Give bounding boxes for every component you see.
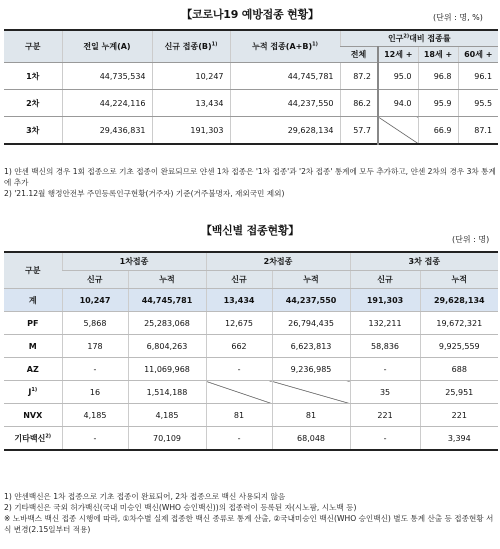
table2-note-2: 2) 기타백신은 국외 허가백신(국내 미승인 백신(WHO 승인백신))의 접종력이 등록된 자(시노팜, 시노백 등): [4, 503, 357, 512]
table1-unit: (단위 : 명, %): [433, 13, 483, 22]
cell-dose2-cumulative: 68,048: [272, 427, 350, 451]
cell-dose2-new: 81: [206, 404, 272, 427]
header-category: 구분: [4, 252, 62, 289]
cell-dose2-new: -: [206, 427, 272, 451]
cell-dose2-new: -: [206, 358, 272, 381]
table-row: [4, 90, 498, 117]
header-dose3: 3차 접종: [350, 252, 498, 271]
header-dose1-new: 신규: [62, 271, 128, 289]
cell-dose3-new: 58,836: [350, 335, 420, 358]
cell-dose2-cumulative-empty: [272, 381, 350, 404]
cell-rate-60: 95.5: [458, 90, 498, 117]
cell-prev-total: 44,224,116: [62, 90, 152, 117]
cell-dose1-new: 5,868: [62, 312, 128, 335]
cell-dose2-cumulative: 9,236,985: [272, 358, 350, 381]
table2-notes: [4, 491, 498, 535]
header-cumulative: 누적 접종$(A+B)^{1)}$: [230, 30, 340, 63]
vaccination-status-title: 【코로나19 예방접종 현황】: [181, 8, 319, 21]
table-row: [4, 63, 498, 90]
cell-dose1-new: 4,185: [62, 404, 128, 427]
table-row-total: [4, 289, 498, 312]
cell-dose1-new: 10,247: [62, 289, 128, 312]
table2-header-row: [4, 252, 498, 271]
cell-rate-18: 96.8: [418, 63, 458, 90]
header-dose2-cumulative: 누적: [272, 271, 350, 289]
cell-rate-all: 87.2: [340, 63, 378, 90]
row-label: AZ: [4, 358, 62, 381]
cell-dose1-cumulative: 25,283,068: [128, 312, 206, 335]
row-label: 기타백신$^{2)}$: [4, 427, 62, 451]
header-rate-group: 인구$^{2)}$대비 접종률: [340, 30, 498, 47]
table-row: [4, 312, 498, 335]
header-dose3-new: 신규: [350, 271, 420, 289]
table1-notes: [4, 166, 498, 199]
cell-dose3-cumulative: 9,925,559: [420, 335, 498, 358]
cell-dose2-cumulative: 6,623,813: [272, 335, 350, 358]
cell-dose2-cumulative: 44,237,550: [272, 289, 350, 312]
cell-prev-total: 44,735,534: [62, 63, 152, 90]
cell-dose3-cumulative: 19,672,321: [420, 312, 498, 335]
cell-new: 13,434: [152, 90, 230, 117]
cell-dose3-new: 35: [350, 381, 420, 404]
row-label: M: [4, 335, 62, 358]
cell-cumulative: 29,628,134: [230, 117, 340, 145]
header-rate-60: 60세 +: [458, 47, 498, 63]
table2-note-1: 1) 얀센백신은 1차 접종으로 기초 접종이 완료되어, 2차 접종으로 백신 사용되지 않음: [4, 492, 286, 501]
row-label: 3차: [4, 117, 62, 145]
cell-prev-total: 29,436,831: [62, 117, 152, 145]
vaccination-status-table: [4, 29, 498, 145]
table2-note-3: ※ 노바백스 백신 접종 시행에 따라, ①차수별 실제 접종한 백신 종류로 통계 산출, ②국내미승인 백신(WHO 승인백신) 별도 통계 산출 등 접종현황 서식 변경(2.15일부터 적용): [4, 514, 494, 534]
table-row: [4, 358, 498, 381]
row-label: $J^{1)}$: [4, 381, 62, 404]
cell-dose2-cumulative: 81: [272, 404, 350, 427]
header-dose3-cumulative: 누적: [420, 271, 498, 289]
table2-unit: (단위 : 명): [452, 235, 490, 244]
cell-dose2-cumulative: 26,794,435: [272, 312, 350, 335]
cell-dose1-cumulative: 44,745,781: [128, 289, 206, 312]
cell-rate-60: 87.1: [458, 117, 498, 145]
cell-rate-12: 94.0: [378, 90, 418, 117]
cell-cumulative: 44,745,781: [230, 63, 340, 90]
vaccine-status-title: 【백신별 접종현황】: [200, 224, 300, 237]
table-row: [4, 427, 498, 451]
cell-dose3-cumulative: 688: [420, 358, 498, 381]
header-new: 신규 접종$(B)^{1)}$: [152, 30, 230, 63]
cell-cumulative: 44,237,550: [230, 90, 340, 117]
header-category: 구분: [4, 30, 62, 63]
cell-dose1-new: 178: [62, 335, 128, 358]
cell-rate-18: 66.9: [418, 117, 458, 145]
cell-dose1-cumulative: 6,804,263: [128, 335, 206, 358]
cell-dose3-cumulative: 29,628,134: [420, 289, 498, 312]
row-label: 2차: [4, 90, 62, 117]
cell-rate-all: 57.7: [340, 117, 378, 145]
cell-dose3-new: 132,211: [350, 312, 420, 335]
cell-dose3-new: 191,303: [350, 289, 420, 312]
cell-dose1-cumulative: 4,185: [128, 404, 206, 427]
header-prev-total: 전일 누계(A): [62, 30, 152, 63]
cell-rate-18: 95.9: [418, 90, 458, 117]
table-row: [4, 117, 498, 145]
cell-dose1-cumulative: 1,514,188: [128, 381, 206, 404]
cell-dose1-cumulative: 70,109: [128, 427, 206, 451]
cell-dose3-cumulative: 221: [420, 404, 498, 427]
cell-dose1-new: -: [62, 358, 128, 381]
cell-dose2-new: 662: [206, 335, 272, 358]
header-rate-all: 전체: [340, 47, 378, 63]
row-label: PF: [4, 312, 62, 335]
vaccine-status-table: [4, 251, 498, 451]
cell-dose3-new: 221: [350, 404, 420, 427]
cell-dose3-new: -: [350, 358, 420, 381]
cell-dose1-new: 16: [62, 381, 128, 404]
cell-dose2-new: 12,675: [206, 312, 272, 335]
table1-note-1: 1) 얀센 백신의 경우 1회 접종으로 기초 접종이 완료되므로 얀센 1차 접종은 '1차 접종'과 '2차 접종' 통계에 모두 추가하고, 얀센 2차의 경우 3차 통계에 추가: [4, 167, 496, 187]
cell-dose2-new: 13,434: [206, 289, 272, 312]
cell-rate-60: 96.1: [458, 63, 498, 90]
cell-rate-all: 86.2: [340, 90, 378, 117]
table-row: [4, 404, 498, 427]
header-dose2: 2차접종: [206, 252, 350, 271]
cell-dose3-cumulative: 3,394: [420, 427, 498, 451]
row-label: 1차: [4, 63, 62, 90]
table1-note-2: 2) '21.12월 행정안전부 주민등록인구현황(거주자) 기준(거주불명자, 재외국민 제외): [4, 189, 285, 198]
row-label: 계: [4, 289, 62, 312]
cell-dose2-new-empty: [206, 381, 272, 404]
table1-header-row: [4, 30, 498, 47]
header-rate-12: 12세 +: [378, 47, 418, 63]
table2-subheader-row: [4, 271, 498, 289]
cell-new: 191,303: [152, 117, 230, 145]
cell-dose1-cumulative: 11,069,968: [128, 358, 206, 381]
cell-dose1-new: -: [62, 427, 128, 451]
header-dose1-cumulative: 누적: [128, 271, 206, 289]
cell-dose3-new: -: [350, 427, 420, 451]
table-row: [4, 381, 498, 404]
row-label: NVX: [4, 404, 62, 427]
header-rate-18: 18세 +: [418, 47, 458, 63]
cell-rate-12-empty: [378, 117, 418, 145]
cell-rate-12: 95.0: [378, 63, 418, 90]
cell-new: 10,247: [152, 63, 230, 90]
header-dose2-new: 신규: [206, 271, 272, 289]
cell-dose3-cumulative: 25,951: [420, 381, 498, 404]
table-row: [4, 335, 498, 358]
header-dose1: 1차접종: [62, 252, 206, 271]
